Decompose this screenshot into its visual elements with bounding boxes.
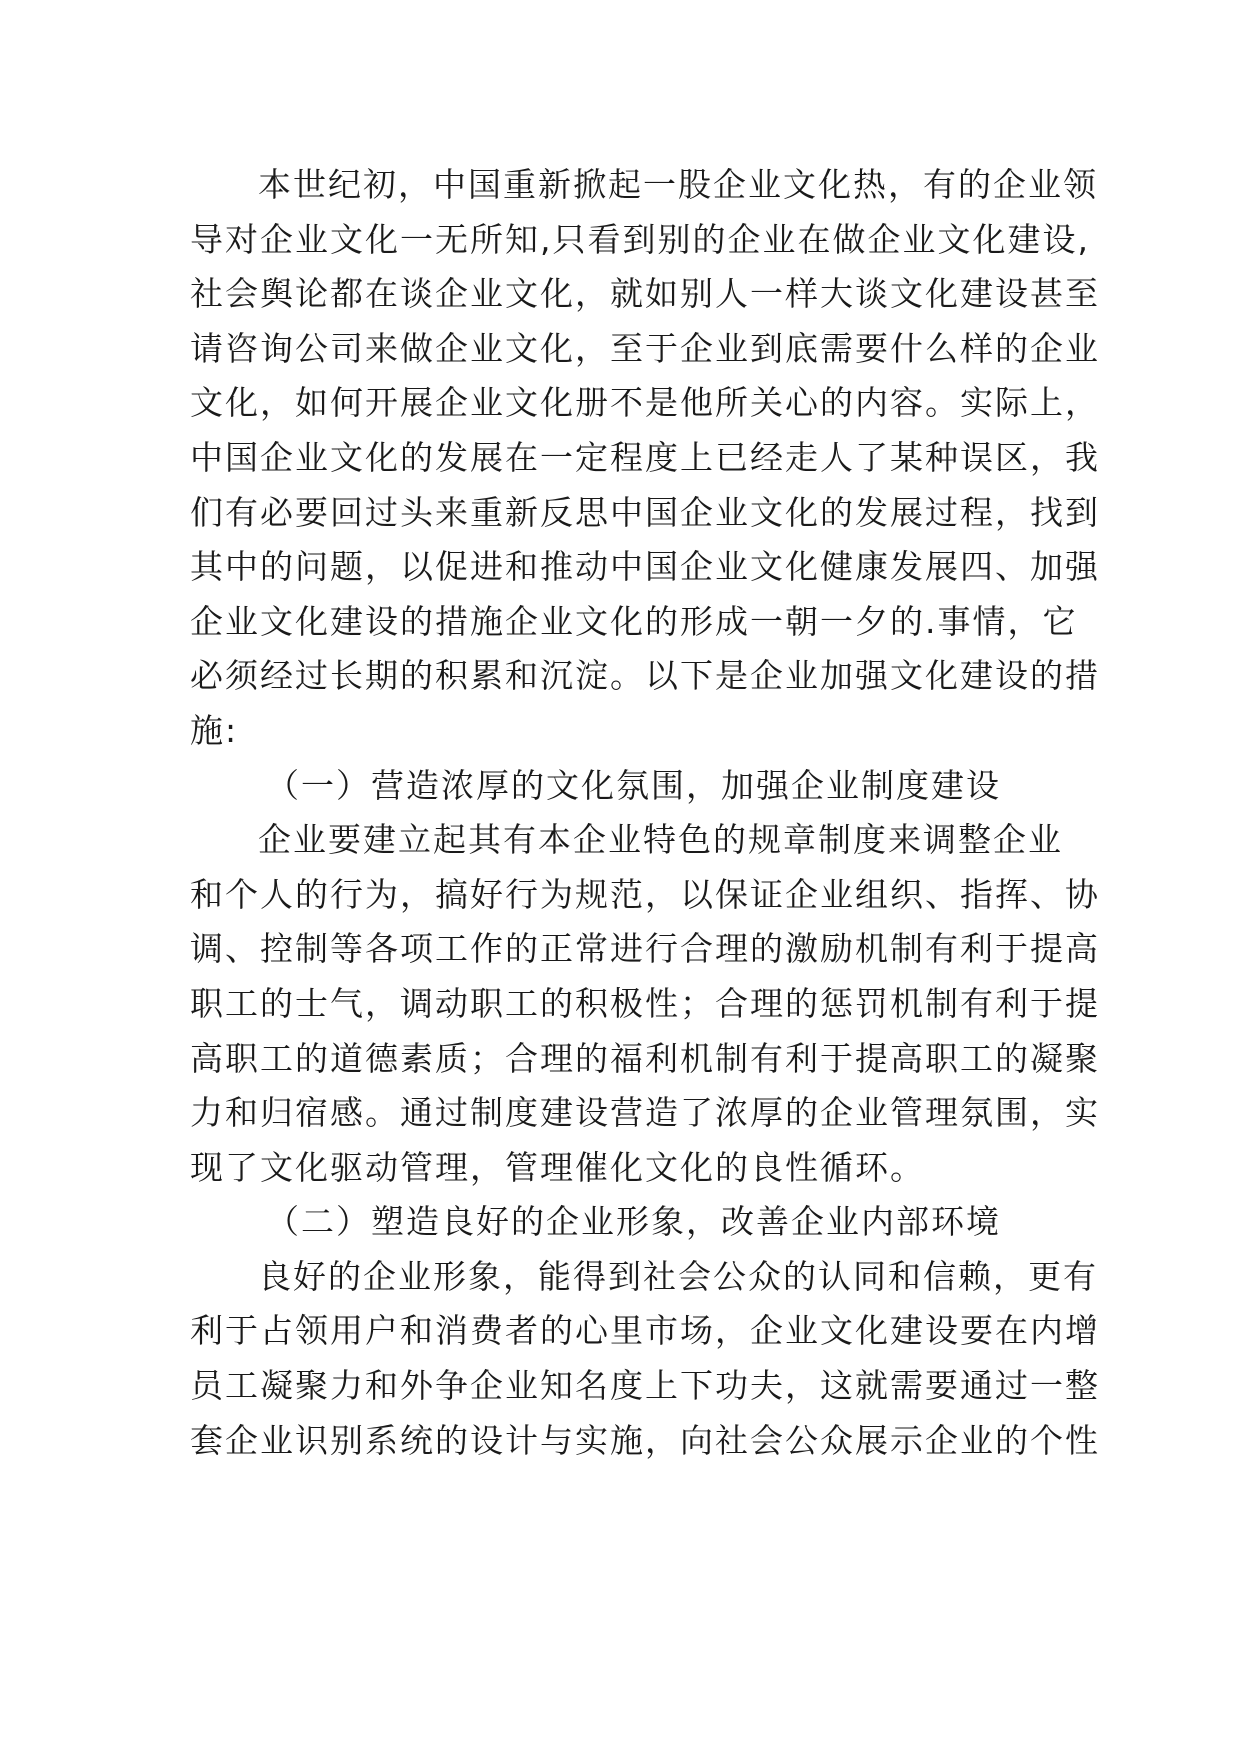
paragraph-line: 们有必要回过头来重新反思中国企业文化的发展过程，找到 [190,492,1100,532]
paragraph-line: 套企业识别系统的设计与实施，向社会公众展示企业的个性 [190,1420,1100,1460]
paragraph-line: 良好的企业形象，能得到社会公众的认同和信赖，更有 [258,1256,1098,1296]
paragraph-line: 现了文化驱动管理，管理催化文化的良性循环。 [190,1147,925,1187]
paragraph-line: 和个人的行为，搞好行为规范，以保证企业组织、指挥、协 [190,874,1100,914]
paragraph-line: 企业要建立起其有本企业特色的规章制度来调整企业 [258,820,1063,860]
paragraph-line: 施: [190,710,239,750]
paragraph-line: 力和归宿感。通过制度建设营造了浓厚的企业管理氛围，实 [190,1093,1100,1133]
paragraph-line: 导对企业文化一无所知,只看到别的企业在做企业文化建设, [190,219,1090,259]
paragraph-line: 必须经过长期的积累和沉淀。以下是企业加强文化建设的措 [190,656,1100,696]
paragraph-line: 文化，如何开展企业文化册不是他所关心的内容。实际上， [190,383,1100,423]
section-heading: （一）营造浓厚的文化氛围，加强企业制度建设 [266,765,1001,805]
paragraph-line: 本世纪初，中国重新掀起一股企业文化热，有的企业领 [258,165,1098,204]
paragraph-line: 职工的士气，调动职工的积极性；合理的惩罚机制有利于提 [190,983,1100,1023]
paragraph-line: 调、控制等各项工作的正常进行合理的激励机制有利于提高 [190,929,1100,969]
section-heading: （二）塑造良好的企业形象，改善企业内部环境 [266,1202,1001,1242]
paragraph-line: 中国企业文化的发展在一定程度上已经走人了某种误区，我 [190,437,1100,477]
paragraph-line: 企业文化建设的措施企业文化的形成一朝一夕的.事情，它 [190,601,1078,641]
paragraph-line: 高职工的道德素质；合理的福利机制有利于提高职工的凝聚 [190,1038,1100,1078]
paragraph-line: 社会舆论都在谈企业文化，就如别人一样大谈文化建设甚至 [190,274,1100,314]
document-body [190,158,1100,1468]
paragraph-line: 员工凝聚力和外争企业知名度上下功夫，这就需要通过一整 [190,1366,1100,1406]
paragraph-line: 请咨询公司来做企业文化，至于企业到底需要什么样的企业 [190,328,1100,368]
paragraph-line: 利于占领用户和消费者的心里市场，企业文化建设要在内增 [190,1311,1100,1351]
paragraph-line: 其中的问题，以促进和推动中国企业文化健康发展四、加强 [190,547,1100,587]
